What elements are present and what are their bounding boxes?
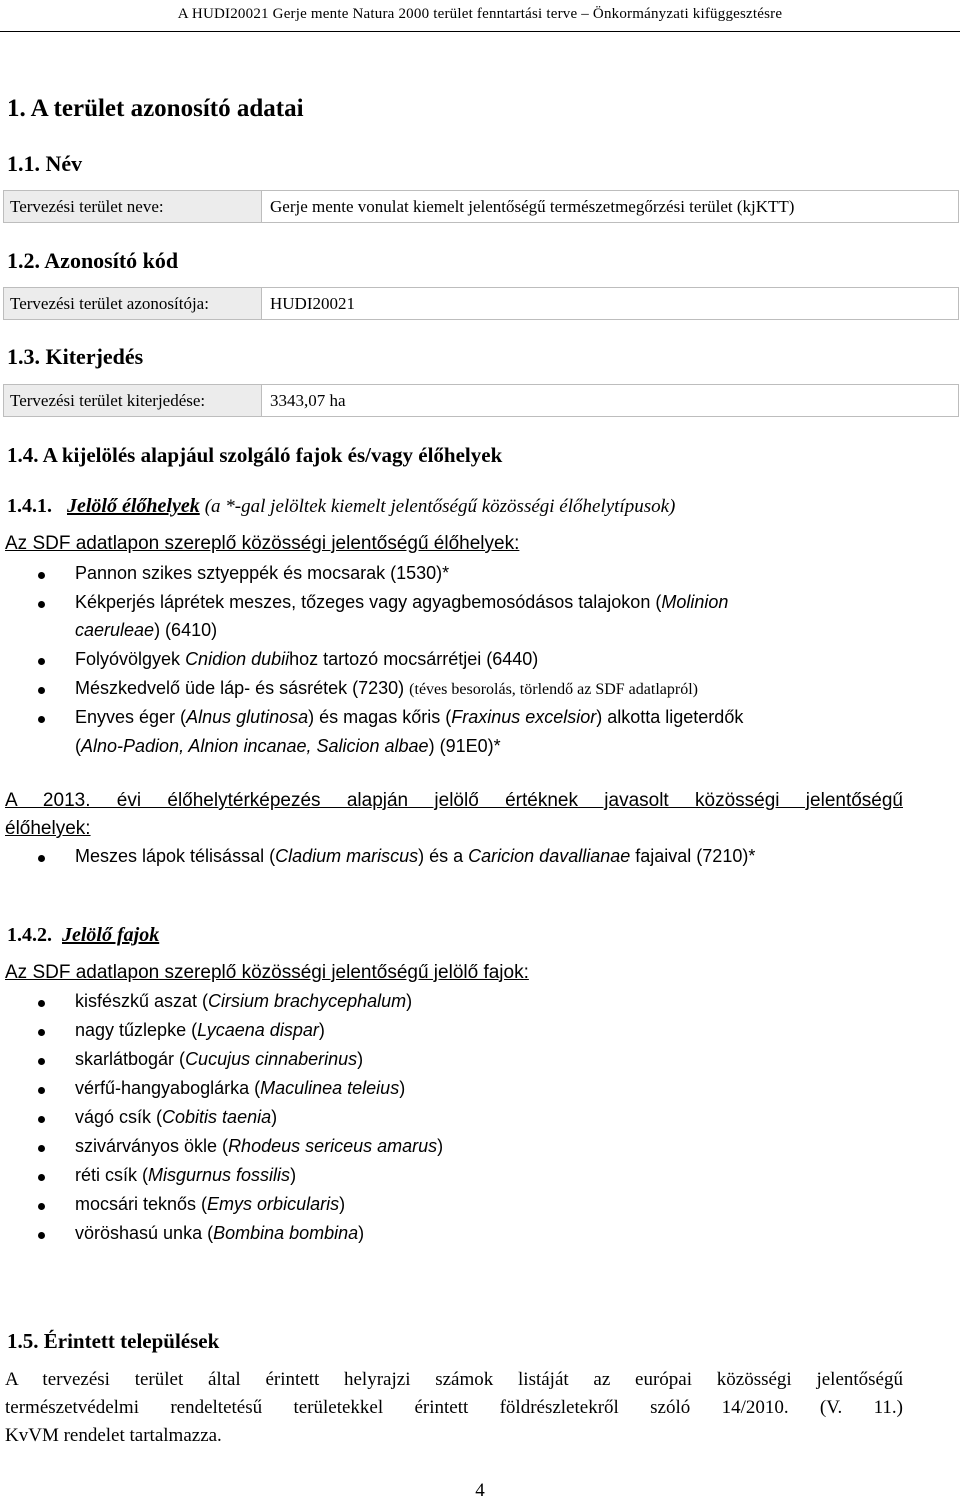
field-area-code-value: HUDI20021 (262, 287, 959, 320)
section-1-4-1-number: 1.4.1. (7, 495, 52, 517)
field-area-extent (3, 384, 959, 417)
species-text: vöröshasú unka (Bombina bombina) (75, 1223, 365, 1243)
section-1-4-1-heading (7, 495, 675, 518)
bullet-icon (38, 658, 45, 665)
paragraph-line: KvVM rendelet tartalmazza. (5, 1425, 222, 1446)
field-area-extent-value: 3343,07 ha (262, 384, 959, 417)
species-text: szivárványos ökle (Rhodeus sericeus amarus) (75, 1136, 444, 1156)
habitat-text: caeruleae) (6410) (75, 620, 218, 640)
sdf-habitats-intro: Az SDF adatlapon szereplő közösségi jelentőségű élőhelyek: (5, 533, 520, 554)
field-area-name-label: Tervezési terület neve: (3, 190, 262, 223)
bullet-icon (38, 572, 45, 579)
bullet-icon (38, 1174, 45, 1181)
habitat-text: Pannon szikes sztyeppék és mocsarak (1530)* (75, 563, 450, 583)
paragraph-line: A tervezési terület által érintett helyrajzi számok listáját az európai közösségi jelentőségű (5, 1369, 903, 1390)
section-1-4-title: 1.4. A kijelölés alapjául szolgáló fajok és/vagy élőhelyek (7, 443, 503, 467)
proposed-habitat-text: Meszes lápok télisással (Cladium mariscus) és a Caricion davallianae fajaival (7210)* (75, 846, 756, 866)
field-area-code-label: Tervezési terület azonosítója: (3, 287, 262, 320)
section-1-title: 1. A terület azonosító adatai (7, 95, 304, 122)
bullet-icon (38, 601, 45, 608)
field-area-code (3, 287, 959, 320)
species-text: réti csík (Misgurnus fossilis) (75, 1165, 297, 1185)
field-area-name (3, 190, 959, 223)
bullet-icon (38, 1029, 45, 1036)
bullet-icon (38, 1116, 45, 1123)
proposed-habitats-intro-line1: A 2013. évi élőhelytérképezés alapján jelölő értéknek javasolt közösségi jelentőségű (5, 790, 903, 811)
section-1-4-1-subtitle: (a *-gal jelöltek kiemelt jelentőségű közösségi élőhelytípusok) (204, 496, 676, 517)
species-text: mocsári teknős (Emys orbicularis) (75, 1194, 346, 1214)
paragraph-line: természetvédelmi rendeltetésű területekkel érintett földrészletekről szóló 14/2010. (V. 11.) (5, 1397, 903, 1418)
bullet-icon (38, 1087, 45, 1094)
habitat-text: (Alno-Padion, Alnion incanae, Salicion albae) (91E0)* (75, 736, 501, 756)
sdf-species-intro: Az SDF adatlapon szereplő közösségi jelentőségű jelölő fajok: (5, 962, 529, 983)
species-text: vérfű-hangyaboglárka (Maculinea teleius) (75, 1078, 406, 1098)
habitat-text: Kékperjés láprétek meszes, tőzeges vagy agyagbemosódásos talajokon (Molinion (75, 592, 729, 612)
bullet-icon (38, 687, 45, 694)
section-1-3-title: 1.3. Kiterjedés (7, 344, 144, 369)
section-1-4-2-title: Jelölő fajok (62, 924, 160, 946)
field-area-extent-label: Tervezési terület kiterjedése: (3, 384, 262, 417)
section-1-4-2-number: 1.4.2. (7, 924, 52, 946)
section-1-5-title: 1.5. Érintett települések (7, 1329, 220, 1353)
bullet-icon (38, 1232, 45, 1239)
section-1-4-1-title: Jelölő élőhelyek (67, 495, 200, 517)
species-text: vágó csík (Cobitis taenia) (75, 1107, 278, 1127)
bullet-icon (38, 855, 45, 862)
page-number: 4 (475, 1480, 485, 1501)
bullet-icon (38, 1058, 45, 1065)
species-text: kisfészkű aszat (Cirsium brachycephalum) (75, 991, 413, 1011)
habitat-text: Folyóvölgyek Cnidion dubiihoz tartozó mocsárrétjei (6440) (75, 649, 539, 669)
species-text: nagy tűzlepke (Lycaena dispar) (75, 1020, 325, 1040)
section-1-1-title: 1.1. Név (7, 151, 83, 176)
bullet-icon (38, 716, 45, 723)
section-1-2-title: 1.2. Azonosító kód (7, 248, 179, 273)
section-1-4-2-heading (7, 924, 159, 947)
field-area-name-value: Gerje mente vonulat kiemelt jelentőségű természetmegőrzési terület (kjKTT) (262, 190, 959, 223)
bullet-icon (38, 1203, 45, 1210)
species-text: skarlátbogár (Cucujus cinnaberinus) (75, 1049, 364, 1069)
section-1-5-paragraph (5, 1366, 903, 1450)
proposed-habitats-intro-line2: élőhelyek: (5, 818, 91, 839)
habitat-text: Enyves éger (Alnus glutinosa) és magas kőris (Fraxinus excelsior) alkotta ligeterdők (75, 707, 744, 727)
running-header: A HUDI20021 Gerje mente Natura 2000 terület fenntartási terve – Önkormányzati kifüggesztésre (0, 0, 960, 32)
bullet-icon (38, 1000, 45, 1007)
habitat-text: Mészkedvelő üde láp- és sásrétek (7230) (téves besorolás, törlendő az SDF adatlapról) (75, 678, 698, 698)
bullet-icon (38, 1145, 45, 1152)
